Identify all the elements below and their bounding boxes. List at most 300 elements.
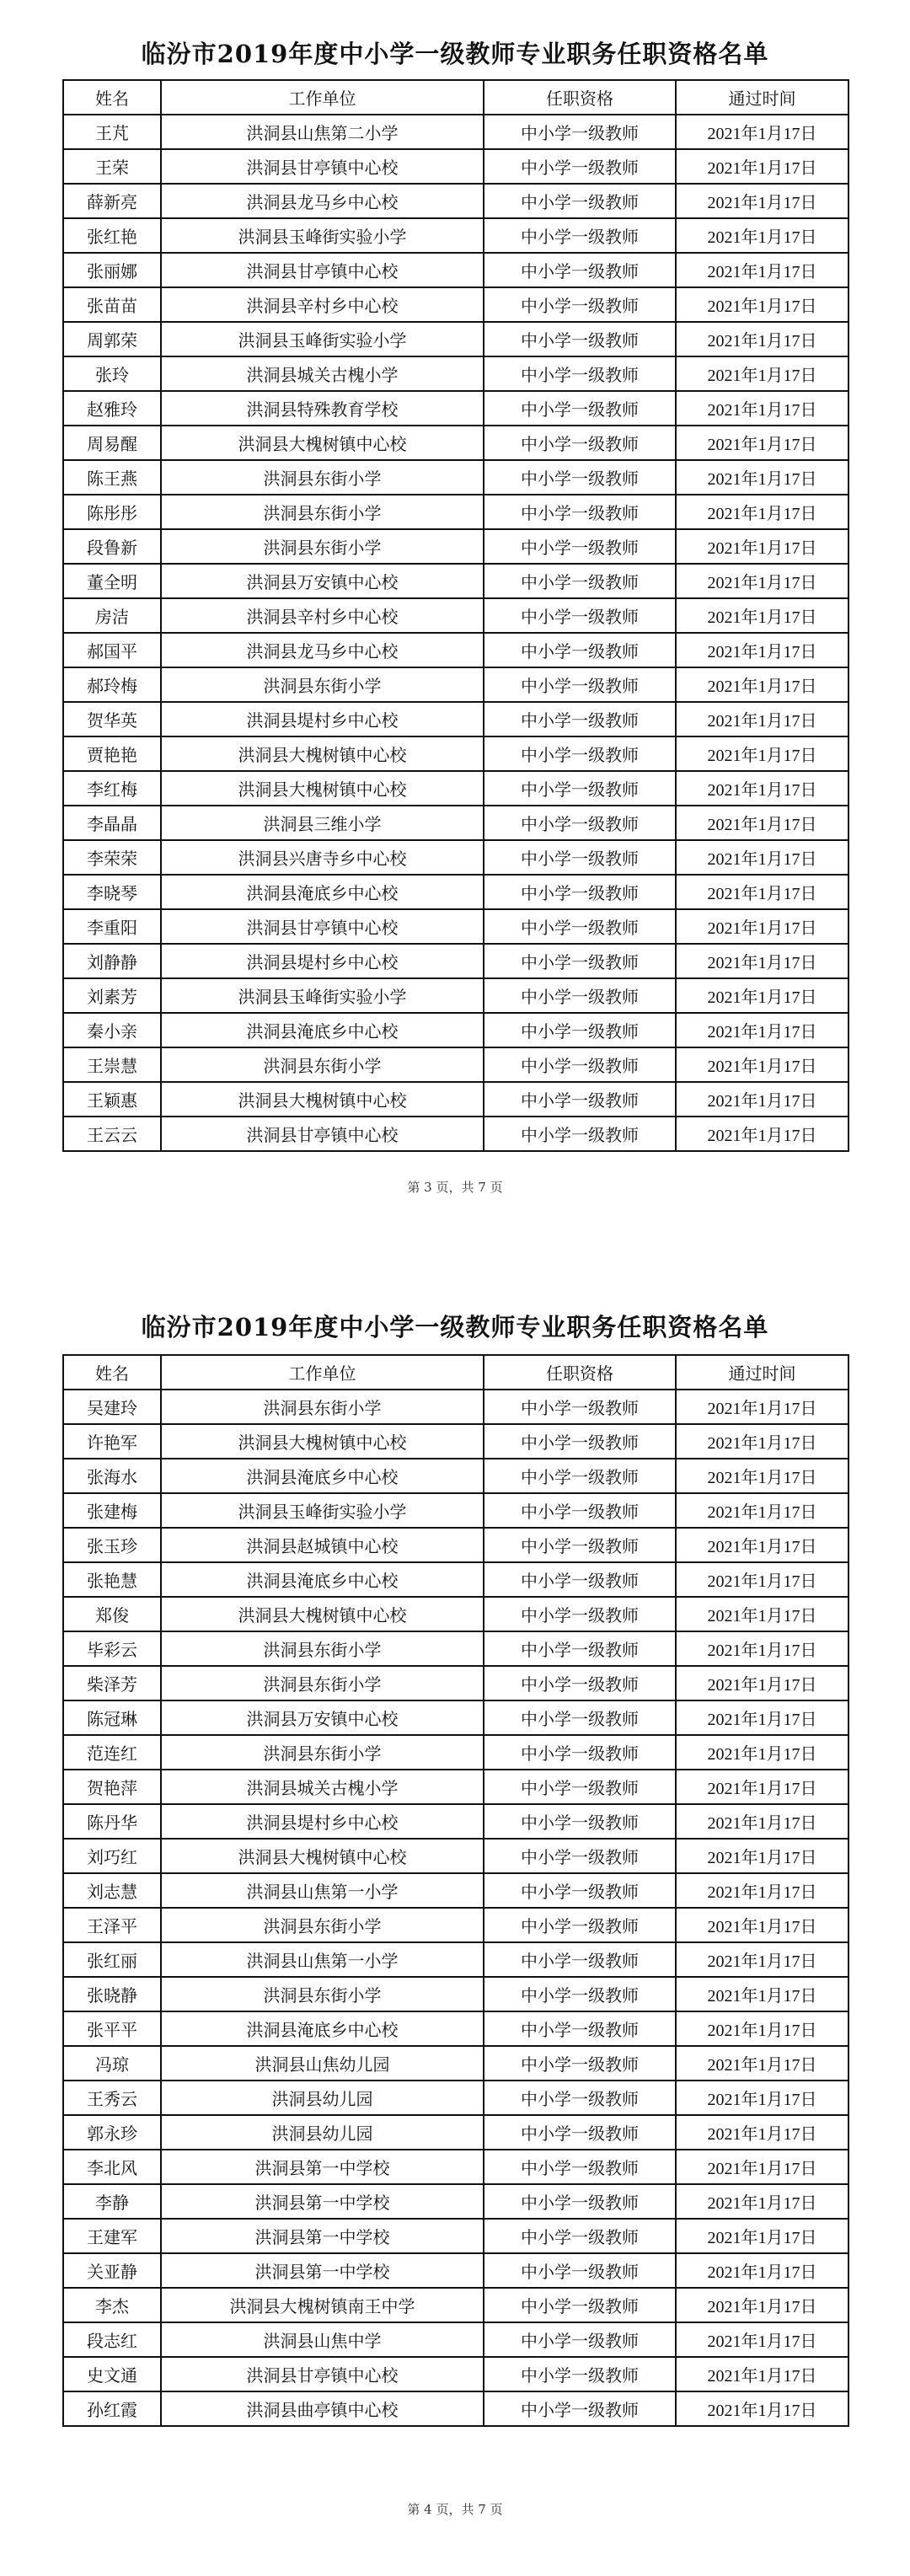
table-row [63,1770,848,1804]
cell-workplace: 洪洞县东街小学 [161,1390,484,1424]
cell-date: 2021年1月17日 [676,2046,848,2081]
cell-date: 2021年1月17日 [676,598,848,633]
cell-workplace: 洪洞县大槐树镇中心校 [161,771,484,806]
cell-name: 张晓静 [63,1977,161,2011]
cell-qualification: 中小学一级教师 [484,598,676,633]
cell-name: 陈丹华 [63,1804,161,1839]
cell-workplace: 洪洞县甘亭镇中心校 [161,149,484,184]
cell-date: 2021年1月17日 [676,322,848,356]
cell-date: 2021年1月17日 [676,253,848,287]
table-row [63,529,848,564]
cell-name: 房洁 [63,598,161,633]
cell-qualification: 中小学一级教师 [484,1804,676,1839]
cell-qualification: 中小学一级教师 [484,771,676,806]
cell-date: 2021年1月17日 [676,667,848,702]
cell-name: 李晶晶 [63,806,161,840]
cell-name: 刘素芳 [63,978,161,1013]
cell-name: 张苗苗 [63,287,161,322]
table-row [63,1839,848,1873]
cell-date: 2021年1月17日 [676,1597,848,1631]
cell-qualification: 中小学一级教师 [484,426,676,460]
cell-qualification: 中小学一级教师 [484,287,676,322]
cell-workplace: 洪洞县玉峰街实验小学 [161,322,484,356]
cell-name: 孙红霞 [63,2391,161,2426]
cell-qualification: 中小学一级教师 [484,460,676,495]
cell-workplace: 洪洞县淹底乡中心校 [161,2011,484,2046]
cell-workplace: 洪洞县大槐树镇中心校 [161,736,484,771]
table-row [63,2150,848,2184]
cell-workplace: 洪洞县东街小学 [161,1735,484,1770]
cell-workplace: 洪洞县甘亭镇中心校 [161,2357,484,2391]
cell-name: 张海水 [63,1459,161,1493]
cell-qualification: 中小学一级教师 [484,2253,676,2288]
cell-date: 2021年1月17日 [676,2150,848,2184]
table-row [63,1459,848,1493]
table-row [63,806,848,840]
cell-name: 郝玲梅 [63,667,161,702]
cell-qualification: 中小学一级教师 [484,495,676,529]
cell-name: 王秀云 [63,2081,161,2115]
cell-date: 2021年1月17日 [676,2288,848,2322]
cell-name: 柴泽芳 [63,1666,161,1700]
cell-qualification: 中小学一级教师 [484,1700,676,1735]
cell-name: 周郭荣 [63,322,161,356]
cell-workplace: 洪洞县东街小学 [161,1047,484,1082]
cell-qualification: 中小学一级教师 [484,1839,676,1873]
cell-name: 薛新亮 [63,184,161,218]
cell-date: 2021年1月17日 [676,495,848,529]
table-row [63,2391,848,2426]
cell-name: 陈冠琳 [63,1700,161,1735]
cell-name: 段志红 [63,2322,161,2357]
cell-workplace: 洪洞县龙马乡中心校 [161,633,484,667]
table-row [63,287,848,322]
cell-qualification: 中小学一级教师 [484,1631,676,1666]
table-row [63,1666,848,1700]
table-row [63,1424,848,1459]
table-row [63,460,848,495]
cell-qualification: 中小学一级教师 [484,2219,676,2253]
cell-date: 2021年1月17日 [676,2081,848,2115]
cell-qualification: 中小学一级教师 [484,1977,676,2011]
cell-date: 2021年1月17日 [676,2011,848,2046]
cell-name: 刘巧红 [63,1839,161,1873]
cell-workplace: 洪洞县淹底乡中心校 [161,1459,484,1493]
table-row [63,115,848,149]
table-row [63,356,848,391]
cell-qualification: 中小学一级教师 [484,2011,676,2046]
cell-date: 2021年1月17日 [676,1117,848,1151]
cell-workplace: 洪洞县堤村乡中心校 [161,944,484,978]
cell-workplace: 洪洞县大槐树镇南王中学 [161,2288,484,2322]
page-footer: 第 4 页，共 7 页 [407,2502,503,2517]
cell-date: 2021年1月17日 [676,391,848,426]
cell-qualification: 中小学一级教师 [484,529,676,564]
cell-qualification: 中小学一级教师 [484,356,676,391]
table-row [63,598,848,633]
cell-date: 2021年1月17日 [676,1942,848,1977]
cell-qualification: 中小学一级教师 [484,1459,676,1493]
cell-qualification: 中小学一级教师 [484,1013,676,1047]
cell-qualification: 中小学一级教师 [484,322,676,356]
cell-date: 2021年1月17日 [676,184,848,218]
cell-name: 刘静静 [63,944,161,978]
table-row [63,2357,848,2391]
cell-workplace: 洪洞县兴唐寺乡中心校 [161,840,484,875]
cell-workplace: 洪洞县东街小学 [161,667,484,702]
cell-date: 2021年1月17日 [676,115,848,149]
cell-workplace: 洪洞县东街小学 [161,1908,484,1942]
cell-name: 张建梅 [63,1493,161,1528]
table-row [63,564,848,598]
cell-workplace: 洪洞县甘亭镇中心校 [161,909,484,944]
cell-workplace: 洪洞县玉峰街实验小学 [161,218,484,253]
cell-workplace: 洪洞县幼儿园 [161,2115,484,2150]
cell-qualification: 中小学一级教师 [484,2115,676,2150]
table-row [63,218,848,253]
roster-table [62,1354,849,2427]
cell-date: 2021年1月17日 [676,771,848,806]
table-row [63,875,848,909]
table-row [63,1597,848,1631]
table-row [63,771,848,806]
cell-qualification: 中小学一级教师 [484,2391,676,2426]
cell-qualification: 中小学一级教师 [484,1390,676,1424]
cell-date: 2021年1月17日 [676,909,848,944]
cell-name: 李静 [63,2184,161,2219]
cell-qualification: 中小学一级教师 [484,218,676,253]
cell-workplace: 洪洞县万安镇中心校 [161,564,484,598]
cell-workplace: 洪洞县大槐树镇中心校 [161,1597,484,1631]
cell-name: 陈王燕 [63,460,161,495]
cell-date: 2021年1月17日 [676,1390,848,1424]
table-row [63,2322,848,2357]
cell-date: 2021年1月17日 [676,218,848,253]
cell-date: 2021年1月17日 [676,356,848,391]
table-row [63,2219,848,2253]
cell-name: 赵雅玲 [63,391,161,426]
cell-qualification: 中小学一级教师 [484,1493,676,1528]
cell-qualification: 中小学一级教师 [484,909,676,944]
cell-date: 2021年1月17日 [676,1459,848,1493]
cell-workplace: 洪洞县大槐树镇中心校 [161,1424,484,1459]
table-row [63,2046,848,2081]
cell-workplace: 洪洞县堤村乡中心校 [161,1804,484,1839]
table-row [63,495,848,529]
cell-name: 董全明 [63,564,161,598]
table-row [63,1735,848,1770]
cell-name: 刘志慧 [63,1873,161,1908]
cell-name: 史文通 [63,2357,161,2391]
cell-workplace: 洪洞县玉峰街实验小学 [161,978,484,1013]
header-workplace: 工作单位 [161,80,484,115]
cell-workplace: 洪洞县淹底乡中心校 [161,875,484,909]
cell-name: 李重阳 [63,909,161,944]
cell-name: 李晓琴 [63,875,161,909]
cell-date: 2021年1月17日 [676,1700,848,1735]
cell-workplace: 洪洞县辛村乡中心校 [161,598,484,633]
cell-date: 2021年1月17日 [676,1424,848,1459]
roster-table [62,79,849,1152]
cell-qualification: 中小学一级教师 [484,1117,676,1151]
cell-name: 陈彤彤 [63,495,161,529]
cell-qualification: 中小学一级教师 [484,1735,676,1770]
cell-workplace: 洪洞县东街小学 [161,495,484,529]
header-name: 姓名 [63,1355,161,1390]
cell-qualification: 中小学一级教师 [484,1666,676,1700]
table-row [63,1562,848,1597]
table-row [63,253,848,287]
table-row [63,702,848,736]
cell-name: 郝国平 [63,633,161,667]
cell-workplace: 洪洞县大槐树镇中心校 [161,1082,484,1117]
cell-name: 张丽娜 [63,253,161,287]
table-header-row [63,1355,848,1390]
cell-date: 2021年1月17日 [676,2219,848,2253]
table-row [63,1908,848,1942]
cell-date: 2021年1月17日 [676,1013,848,1047]
cell-qualification: 中小学一级教师 [484,2150,676,2184]
cell-name: 李杰 [63,2288,161,2322]
cell-name: 王颖惠 [63,1082,161,1117]
cell-name: 王建军 [63,2219,161,2253]
table-row [63,1390,848,1424]
table-row [63,426,848,460]
cell-workplace: 洪洞县东街小学 [161,529,484,564]
cell-qualification: 中小学一级教师 [484,184,676,218]
cell-date: 2021年1月17日 [676,1873,848,1908]
cell-date: 2021年1月17日 [676,633,848,667]
table-row [63,1942,848,1977]
page-title: 临汾市2019年度中小学一级教师专业职务任职资格名单 [141,1313,769,1342]
cell-date: 2021年1月17日 [676,2115,848,2150]
table-row [63,667,848,702]
cell-date: 2021年1月17日 [676,1839,848,1873]
cell-date: 2021年1月17日 [676,1082,848,1117]
cell-name: 范连红 [63,1735,161,1770]
cell-name: 贺艳萍 [63,1770,161,1804]
cell-date: 2021年1月17日 [676,2357,848,2391]
cell-date: 2021年1月17日 [676,1493,848,1528]
cell-name: 王荣 [63,149,161,184]
cell-qualification: 中小学一级教师 [484,564,676,598]
cell-date: 2021年1月17日 [676,736,848,771]
cell-date: 2021年1月17日 [676,875,848,909]
cell-qualification: 中小学一级教师 [484,1597,676,1631]
cell-date: 2021年1月17日 [676,1528,848,1562]
table-row [63,1528,848,1562]
cell-date: 2021年1月17日 [676,529,848,564]
cell-date: 2021年1月17日 [676,149,848,184]
cell-name: 段鲁新 [63,529,161,564]
cell-name: 郑俊 [63,1597,161,1631]
cell-qualification: 中小学一级教师 [484,115,676,149]
cell-workplace: 洪洞县东街小学 [161,460,484,495]
cell-name: 吴建玲 [63,1390,161,1424]
cell-date: 2021年1月17日 [676,1562,848,1597]
cell-name: 李北风 [63,2150,161,2184]
cell-qualification: 中小学一级教师 [484,806,676,840]
header-workplace: 工作单位 [161,1355,484,1390]
cell-date: 2021年1月17日 [676,2391,848,2426]
table-row [63,978,848,1013]
cell-workplace: 洪洞县龙马乡中心校 [161,184,484,218]
cell-qualification: 中小学一级教师 [484,1528,676,1562]
cell-date: 2021年1月17日 [676,1047,848,1082]
cell-date: 2021年1月17日 [676,840,848,875]
cell-workplace: 洪洞县淹底乡中心校 [161,1562,484,1597]
cell-name: 郭永珍 [63,2115,161,2150]
cell-qualification: 中小学一级教师 [484,1873,676,1908]
cell-workplace: 洪洞县万安镇中心校 [161,1700,484,1735]
cell-workplace: 洪洞县玉峰街实验小学 [161,1493,484,1528]
cell-workplace: 洪洞县城关古槐小学 [161,356,484,391]
cell-date: 2021年1月17日 [676,460,848,495]
cell-workplace: 洪洞县山焦幼儿园 [161,2046,484,2081]
cell-qualification: 中小学一级教师 [484,944,676,978]
cell-name: 周易醒 [63,426,161,460]
cell-workplace: 洪洞县山焦第一小学 [161,1942,484,1977]
cell-qualification: 中小学一级教师 [484,1562,676,1597]
cell-workplace: 洪洞县东街小学 [161,1631,484,1666]
cell-name: 张红丽 [63,1942,161,1977]
cell-date: 2021年1月17日 [676,978,848,1013]
cell-workplace: 洪洞县甘亭镇中心校 [161,1117,484,1151]
cell-workplace: 洪洞县东街小学 [161,1666,484,1700]
cell-name: 张艳慧 [63,1562,161,1597]
table-row [63,391,848,426]
cell-name: 张玲 [63,356,161,391]
cell-date: 2021年1月17日 [676,2253,848,2288]
cell-qualification: 中小学一级教师 [484,1424,676,1459]
table-header-row [63,80,848,115]
table-row [63,944,848,978]
cell-workplace: 洪洞县大槐树镇中心校 [161,1839,484,1873]
cell-date: 2021年1月17日 [676,944,848,978]
cell-qualification: 中小学一级教师 [484,1908,676,1942]
cell-workplace: 洪洞县堤村乡中心校 [161,702,484,736]
cell-workplace: 洪洞县辛村乡中心校 [161,287,484,322]
cell-qualification: 中小学一级教师 [484,978,676,1013]
cell-name: 贾艳艳 [63,736,161,771]
header-qualification: 任职资格 [484,1355,676,1390]
table-row [63,149,848,184]
table-row [63,1493,848,1528]
cell-workplace: 洪洞县第一中学校 [161,2150,484,2184]
cell-date: 2021年1月17日 [676,1735,848,1770]
cell-name: 毕彩云 [63,1631,161,1666]
table-row [63,633,848,667]
cell-workplace: 洪洞县山焦中学 [161,2322,484,2357]
cell-workplace: 洪洞县幼儿园 [161,2081,484,2115]
cell-qualification: 中小学一级教师 [484,667,676,702]
cell-workplace: 洪洞县第一中学校 [161,2184,484,2219]
cell-name: 贺华英 [63,702,161,736]
table-row [63,322,848,356]
cell-name: 王云云 [63,1117,161,1151]
cell-name: 秦小亲 [63,1013,161,1047]
cell-workplace: 洪洞县淹底乡中心校 [161,1013,484,1047]
cell-qualification: 中小学一级教师 [484,633,676,667]
cell-date: 2021年1月17日 [676,287,848,322]
table-row [63,1804,848,1839]
cell-qualification: 中小学一级教师 [484,1942,676,1977]
cell-name: 王芃 [63,115,161,149]
table-row [63,1013,848,1047]
cell-qualification: 中小学一级教师 [484,149,676,184]
cell-date: 2021年1月17日 [676,1908,848,1942]
page-title: 临汾市2019年度中小学一级教师专业职务任职资格名单 [141,40,769,68]
cell-date: 2021年1月17日 [676,1770,848,1804]
cell-qualification: 中小学一级教师 [484,1770,676,1804]
cell-date: 2021年1月17日 [676,1804,848,1839]
table-row [63,2253,848,2288]
table-row [63,1873,848,1908]
table-row [63,2115,848,2150]
cell-workplace: 洪洞县特殊教育学校 [161,391,484,426]
cell-qualification: 中小学一级教师 [484,253,676,287]
header-date: 通过时间 [676,80,848,115]
cell-name: 张玉珍 [63,1528,161,1562]
cell-name: 李红梅 [63,771,161,806]
cell-name: 张红艳 [63,218,161,253]
cell-date: 2021年1月17日 [676,1977,848,2011]
table-row [63,1047,848,1082]
cell-date: 2021年1月17日 [676,1631,848,1666]
cell-name: 冯琼 [63,2046,161,2081]
header-name: 姓名 [63,80,161,115]
cell-date: 2021年1月17日 [676,1666,848,1700]
cell-name: 许艳军 [63,1424,161,1459]
cell-qualification: 中小学一级教师 [484,875,676,909]
cell-qualification: 中小学一级教师 [484,1082,676,1117]
table-row [63,184,848,218]
cell-date: 2021年1月17日 [676,2322,848,2357]
cell-workplace: 洪洞县三维小学 [161,806,484,840]
cell-qualification: 中小学一级教师 [484,702,676,736]
cell-workplace: 洪洞县曲亭镇中心校 [161,2391,484,2426]
header-date: 通过时间 [676,1355,848,1390]
cell-qualification: 中小学一级教师 [484,2184,676,2219]
cell-workplace: 洪洞县大槐树镇中心校 [161,426,484,460]
table-row [63,1117,848,1151]
cell-date: 2021年1月17日 [676,806,848,840]
table-row [63,1700,848,1735]
cell-name: 王崇慧 [63,1047,161,1082]
cell-date: 2021年1月17日 [676,426,848,460]
cell-qualification: 中小学一级教师 [484,391,676,426]
cell-workplace: 洪洞县山焦第二小学 [161,115,484,149]
table-row [63,2288,848,2322]
cell-date: 2021年1月17日 [676,702,848,736]
table-row [63,2011,848,2046]
cell-workplace: 洪洞县第一中学校 [161,2253,484,2288]
cell-workplace: 洪洞县甘亭镇中心校 [161,253,484,287]
cell-name: 王泽平 [63,1908,161,1942]
cell-date: 2021年1月17日 [676,2184,848,2219]
cell-qualification: 中小学一级教师 [484,840,676,875]
cell-name: 关亚静 [63,2253,161,2288]
cell-qualification: 中小学一级教师 [484,2322,676,2357]
cell-name: 张平平 [63,2011,161,2046]
cell-workplace: 洪洞县城关古槐小学 [161,1770,484,1804]
cell-qualification: 中小学一级教师 [484,2288,676,2322]
cell-qualification: 中小学一级教师 [484,2357,676,2391]
table-row [63,2184,848,2219]
table-row [63,909,848,944]
table-row [63,1631,848,1666]
table-row [63,736,848,771]
